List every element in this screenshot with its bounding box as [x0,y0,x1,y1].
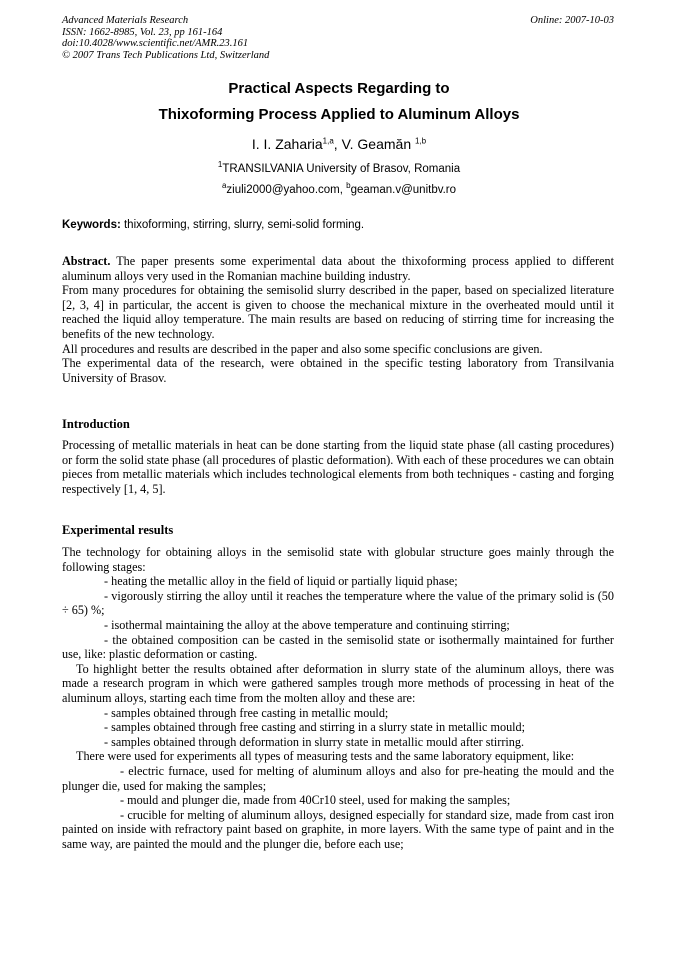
abstract-text-1: The paper presents some experimental data about the thixoforming process applied to different aluminum alloys very used in the Romanian machine building industry. [62,254,614,283]
stage-item: - vigorously stirring the alloy until it reaches the temperature where the value of the primary solid is (50 ÷ 65) %; [62,588,614,618]
sample-item: - samples obtained through free casting in metallic mould; [104,705,389,720]
abstract-paragraph: All procedures and results are described in the paper and also some specific conclusions are given. [62,341,543,356]
author-separator: , [333,136,342,152]
abstract [62,254,614,385]
experimental-body [62,545,614,851]
author-emails [0,181,678,196]
stage-item: - the obtained composition can be casted in the semisolid state or isothermally maintained for further use, like: plastic deformation or casting. [62,632,614,662]
equipment-item: - mould and plunger die, made from 40Cr10 steel, used for making the samples; [120,793,511,808]
sample-item: - samples obtained through deformation in slurry state in metallic mould after stirring. [104,734,525,749]
affiliation-mark: 1 [217,160,223,170]
abstract-paragraph: From many procedures for obtaining the semisolid slurry described in the paper, based on specialized literature [2, 3, 4] in particular, the accent is given to choose the mechanical mixture in the overheated mould until it reached the liquid alloy temperature. The main results are based on reducing of stirring time for increasing the benefits of the new technology. [62,283,614,341]
paper-title-line-2: Thixoforming Process Applied to Aluminum Alloys [158,106,520,123]
introduction-body [62,438,614,496]
section-heading-experimental-results: Experimental results [62,523,174,537]
paper-title-line-1: Practical Aspects Regarding to [228,80,450,97]
abstract-label: Abstract. [62,254,111,268]
experimental-paragraph: To highlight better the results obtained after deformation in slurry state of the aluminum alloys, there was made a research program in which were gathered samples trough more methods of processing in heat of the aluminum alloys, starting each time from the molten alloy and these are: [62,661,614,705]
introduction-paragraph: Processing of metallic materials in heat can be done starting from the liquid state phase (all casting procedures) or form the solid state phase (all procedures of plastic deformation). With each of these procedures we can obtain pieces from metallic materials which includes technological elements from both techniques - casting and forging respectively [1, 4, 5]. [62,438,614,496]
keywords-label: Keywords: [62,219,121,231]
journal-issn: ISSN: 1662-8985, Vol. 23, pp 161-164 [62,26,223,38]
author-1-affil: 1,a [322,136,334,146]
experimental-paragraph: There were used for experiments all types of measuring tests and the same laboratory equipment, like: [76,749,575,764]
section-heading-introduction: Introduction [62,417,130,431]
equipment-item: - crucible for melting of aluminum alloys, designed especially for standard size, made from cast iron painted on inside with refractory paint based on graphite, in more layers. With the same type of paint and in the same way, are painted the mould and the plunger die, before each use; [62,807,614,851]
author-2-affil: 1,b [415,136,427,146]
author-2: V. Geamăn [341,136,412,152]
journal-name: Advanced Materials Research [62,15,189,26]
journal-copyright: © 2007 Trans Tech Publications Ltd, Switzerland [62,49,270,61]
author-list [0,136,678,152]
abstract-paragraph: The experimental data of the research, were obtained in the specific testing laboratory from Transilvania University of Brasov. [62,356,614,385]
email-a: ziuli2000@yahoo.com, [226,184,347,196]
stage-item: - isothermal maintaining the alloy at the above temperature and continuing stirring; [104,617,510,632]
journal-doi: doi:10.4028/www.scientific.net/AMR.23.161 [62,38,249,50]
affiliation [0,160,678,175]
sample-item: - samples obtained through free casting and stirring in a slurry state in metallic mould; [104,720,526,735]
email-a-mark: a [221,181,227,191]
abstract-paragraph [62,254,614,283]
experimental-intro: The technology for obtaining alloys in the semisolid state with globular structure goes mainly through the following stages: [62,545,614,574]
email-b-mark: b [346,181,351,191]
journal-header [62,15,269,61]
email-b: geaman.v@unitbv.ro [350,184,457,196]
stage-item: - heating the metallic alloy in the field of liquid or partially liquid phase; [104,574,458,589]
online-date: Online: 2007-10-03 [530,15,614,26]
equipment-item: - electric furnace, used for melting of aluminum alloys and also for pre-heating the mould and the plunger die, used for making the samples; [62,763,614,793]
keywords-text: thixoforming, stirring, slurry, semi-solid forming. [120,219,365,231]
affiliation-text: TRANSILVANIA University of Brasov, Romania [222,163,461,175]
keywords [62,219,616,231]
author-1: I. I. Zaharia [251,136,323,152]
